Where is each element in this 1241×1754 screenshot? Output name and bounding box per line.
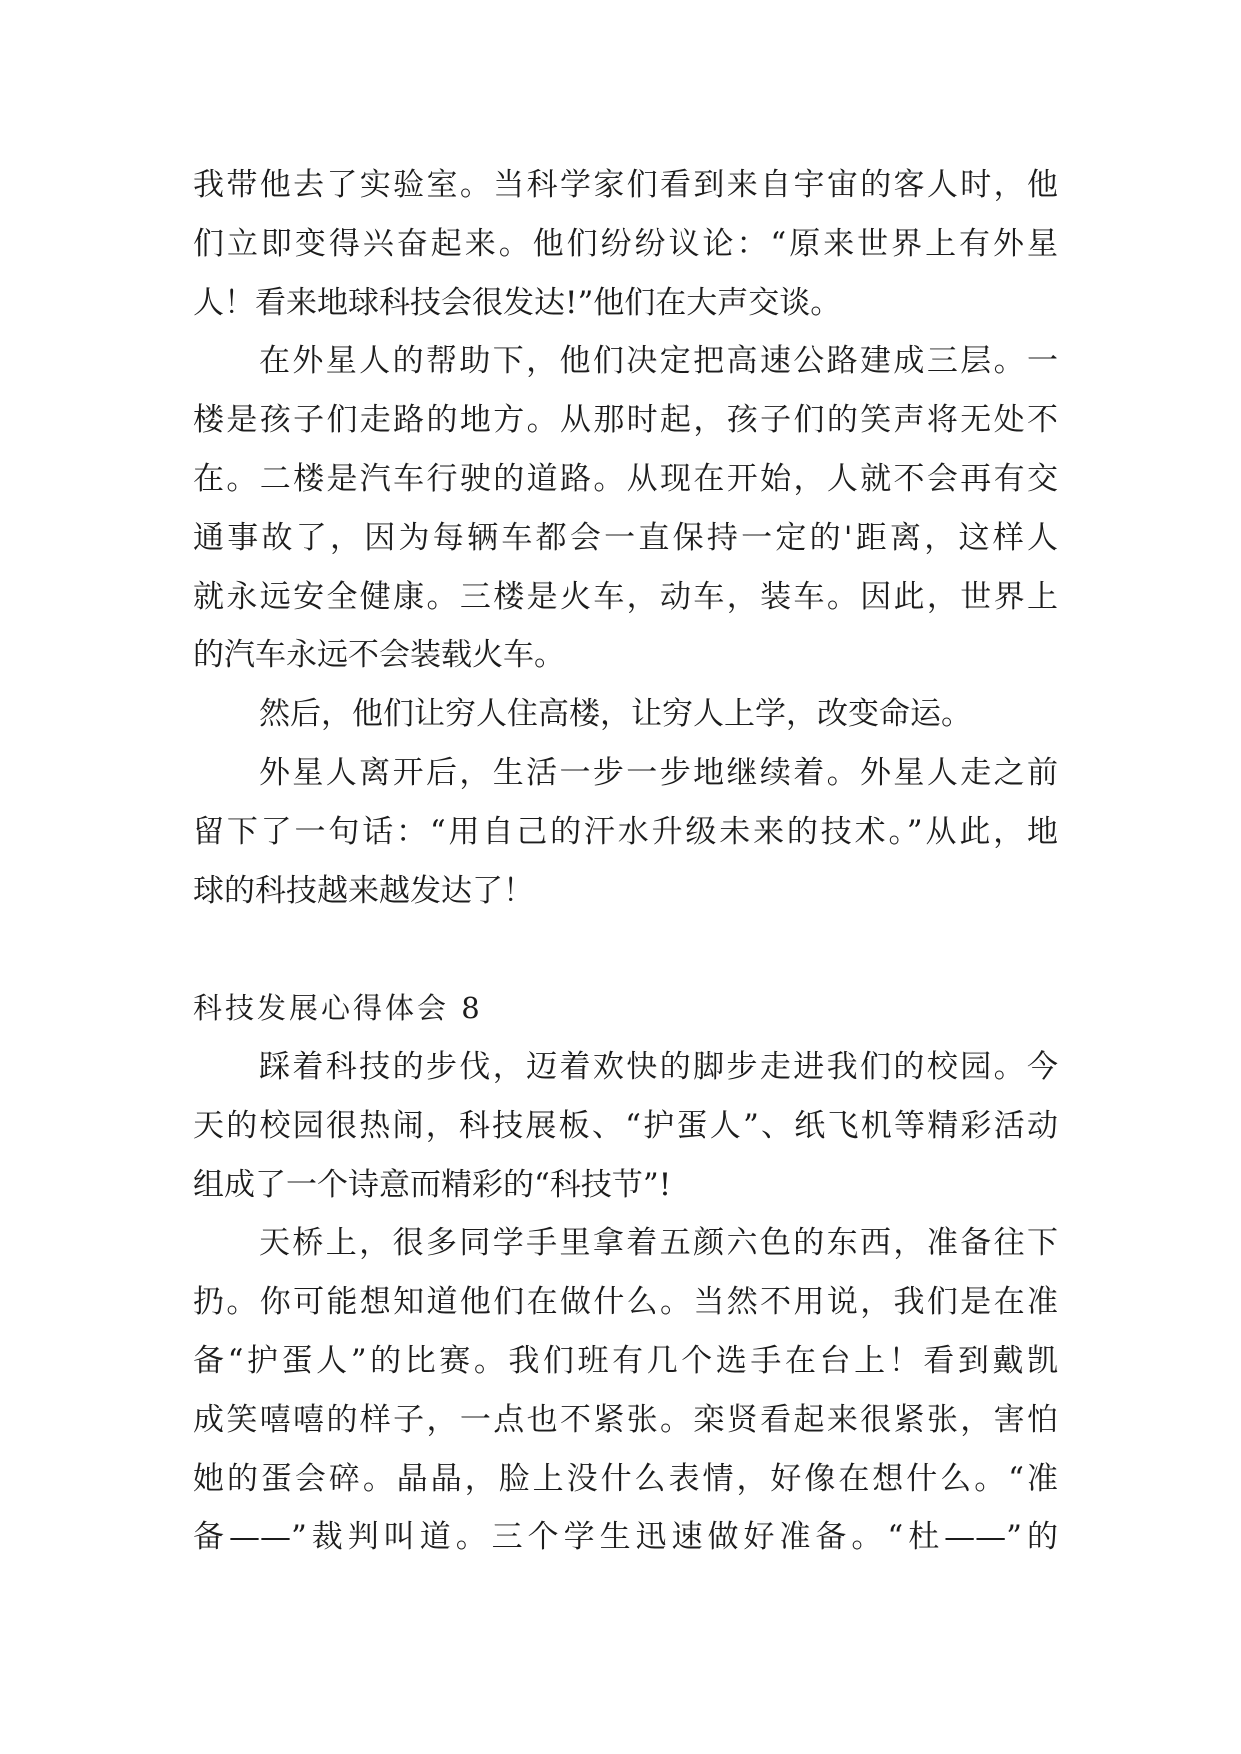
paragraph: [193, 156, 1058, 332]
body-line: 她的蛋会碎。晶晶，脸上没什么表情，好像在想什么。“准: [193, 1460, 1058, 1497]
paragraph: [193, 744, 1058, 920]
blank-line: [193, 920, 1058, 979]
body-line: 留下了一句话：“用自己的汗水升级未来的技术。”从此，地: [193, 813, 1058, 850]
body-line: 然后，他们让穷人住高楼，让穷人上学，改变命运。: [259, 696, 972, 733]
body-line: 天的校园很热闹，科技展板、“护蛋人”、纸飞机等精彩活动: [193, 1107, 1058, 1144]
body-line: 扔。你可能想知道他们在做什么。当然不用说，我们是在准: [193, 1284, 1058, 1321]
body-line: 通事故了，因为每辆车都会一直保持一定的'距离，这样人: [193, 519, 1058, 556]
body-line: 楼是孩子们走路的地方。从那时起，孩子们的笑声将无处不: [193, 402, 1058, 439]
paragraph: [193, 1214, 1058, 1567]
paragraph: [193, 685, 1058, 744]
body-line: 组成了一个诗意而精彩的“科技节”!: [193, 1166, 672, 1203]
paragraph: [193, 332, 1058, 685]
body-line: 踩着科技的步伐，迈着欢快的脚步走进我们的校园。今: [259, 1048, 1058, 1085]
paragraph: [193, 1038, 1058, 1214]
page-content: [193, 156, 1058, 1567]
body-line: 备“护蛋人”的比赛。我们班有几个选手在台上！看到戴凯: [193, 1342, 1058, 1379]
body-line: 人！看来地球科技会很发达!”他们在大声交谈。: [193, 284, 842, 321]
body-line: 就永远安全健康。三楼是火车，动车，装车。因此，世界上: [193, 578, 1058, 615]
body-line: 的汽车永远不会装载火车。: [193, 637, 565, 674]
body-line: 们立即变得兴奋起来。他们纷纷议论：“原来世界上有外星: [193, 225, 1058, 262]
body-line: 球的科技越来越发达了！: [193, 872, 534, 909]
body-line: 外星人离开后，生活一步一步地继续着。外星人走之前: [259, 754, 1058, 791]
body-line: 天桥上，很多同学手里拿着五颜六色的东西，准备往下: [259, 1225, 1058, 1262]
body-line: 我带他去了实验室。当科学家们看到来自宇宙的客人时，他: [193, 167, 1058, 203]
body-line: 备——”裁判叫道。三个学生迅速做好准备。“杜——”的: [193, 1519, 1058, 1556]
body-line: 在外星人的帮助下，他们决定把高速公路建成三层。一: [259, 343, 1058, 380]
section-heading: 科技发展心得体会 8: [193, 991, 483, 1026]
body-line: 在。二楼是汽车行驶的道路。从现在开始，人就不会再有交: [193, 460, 1058, 497]
body-line: 成笑嘻嘻的样子，一点也不紧张。栾贤看起来很紧张，害怕: [193, 1401, 1058, 1438]
